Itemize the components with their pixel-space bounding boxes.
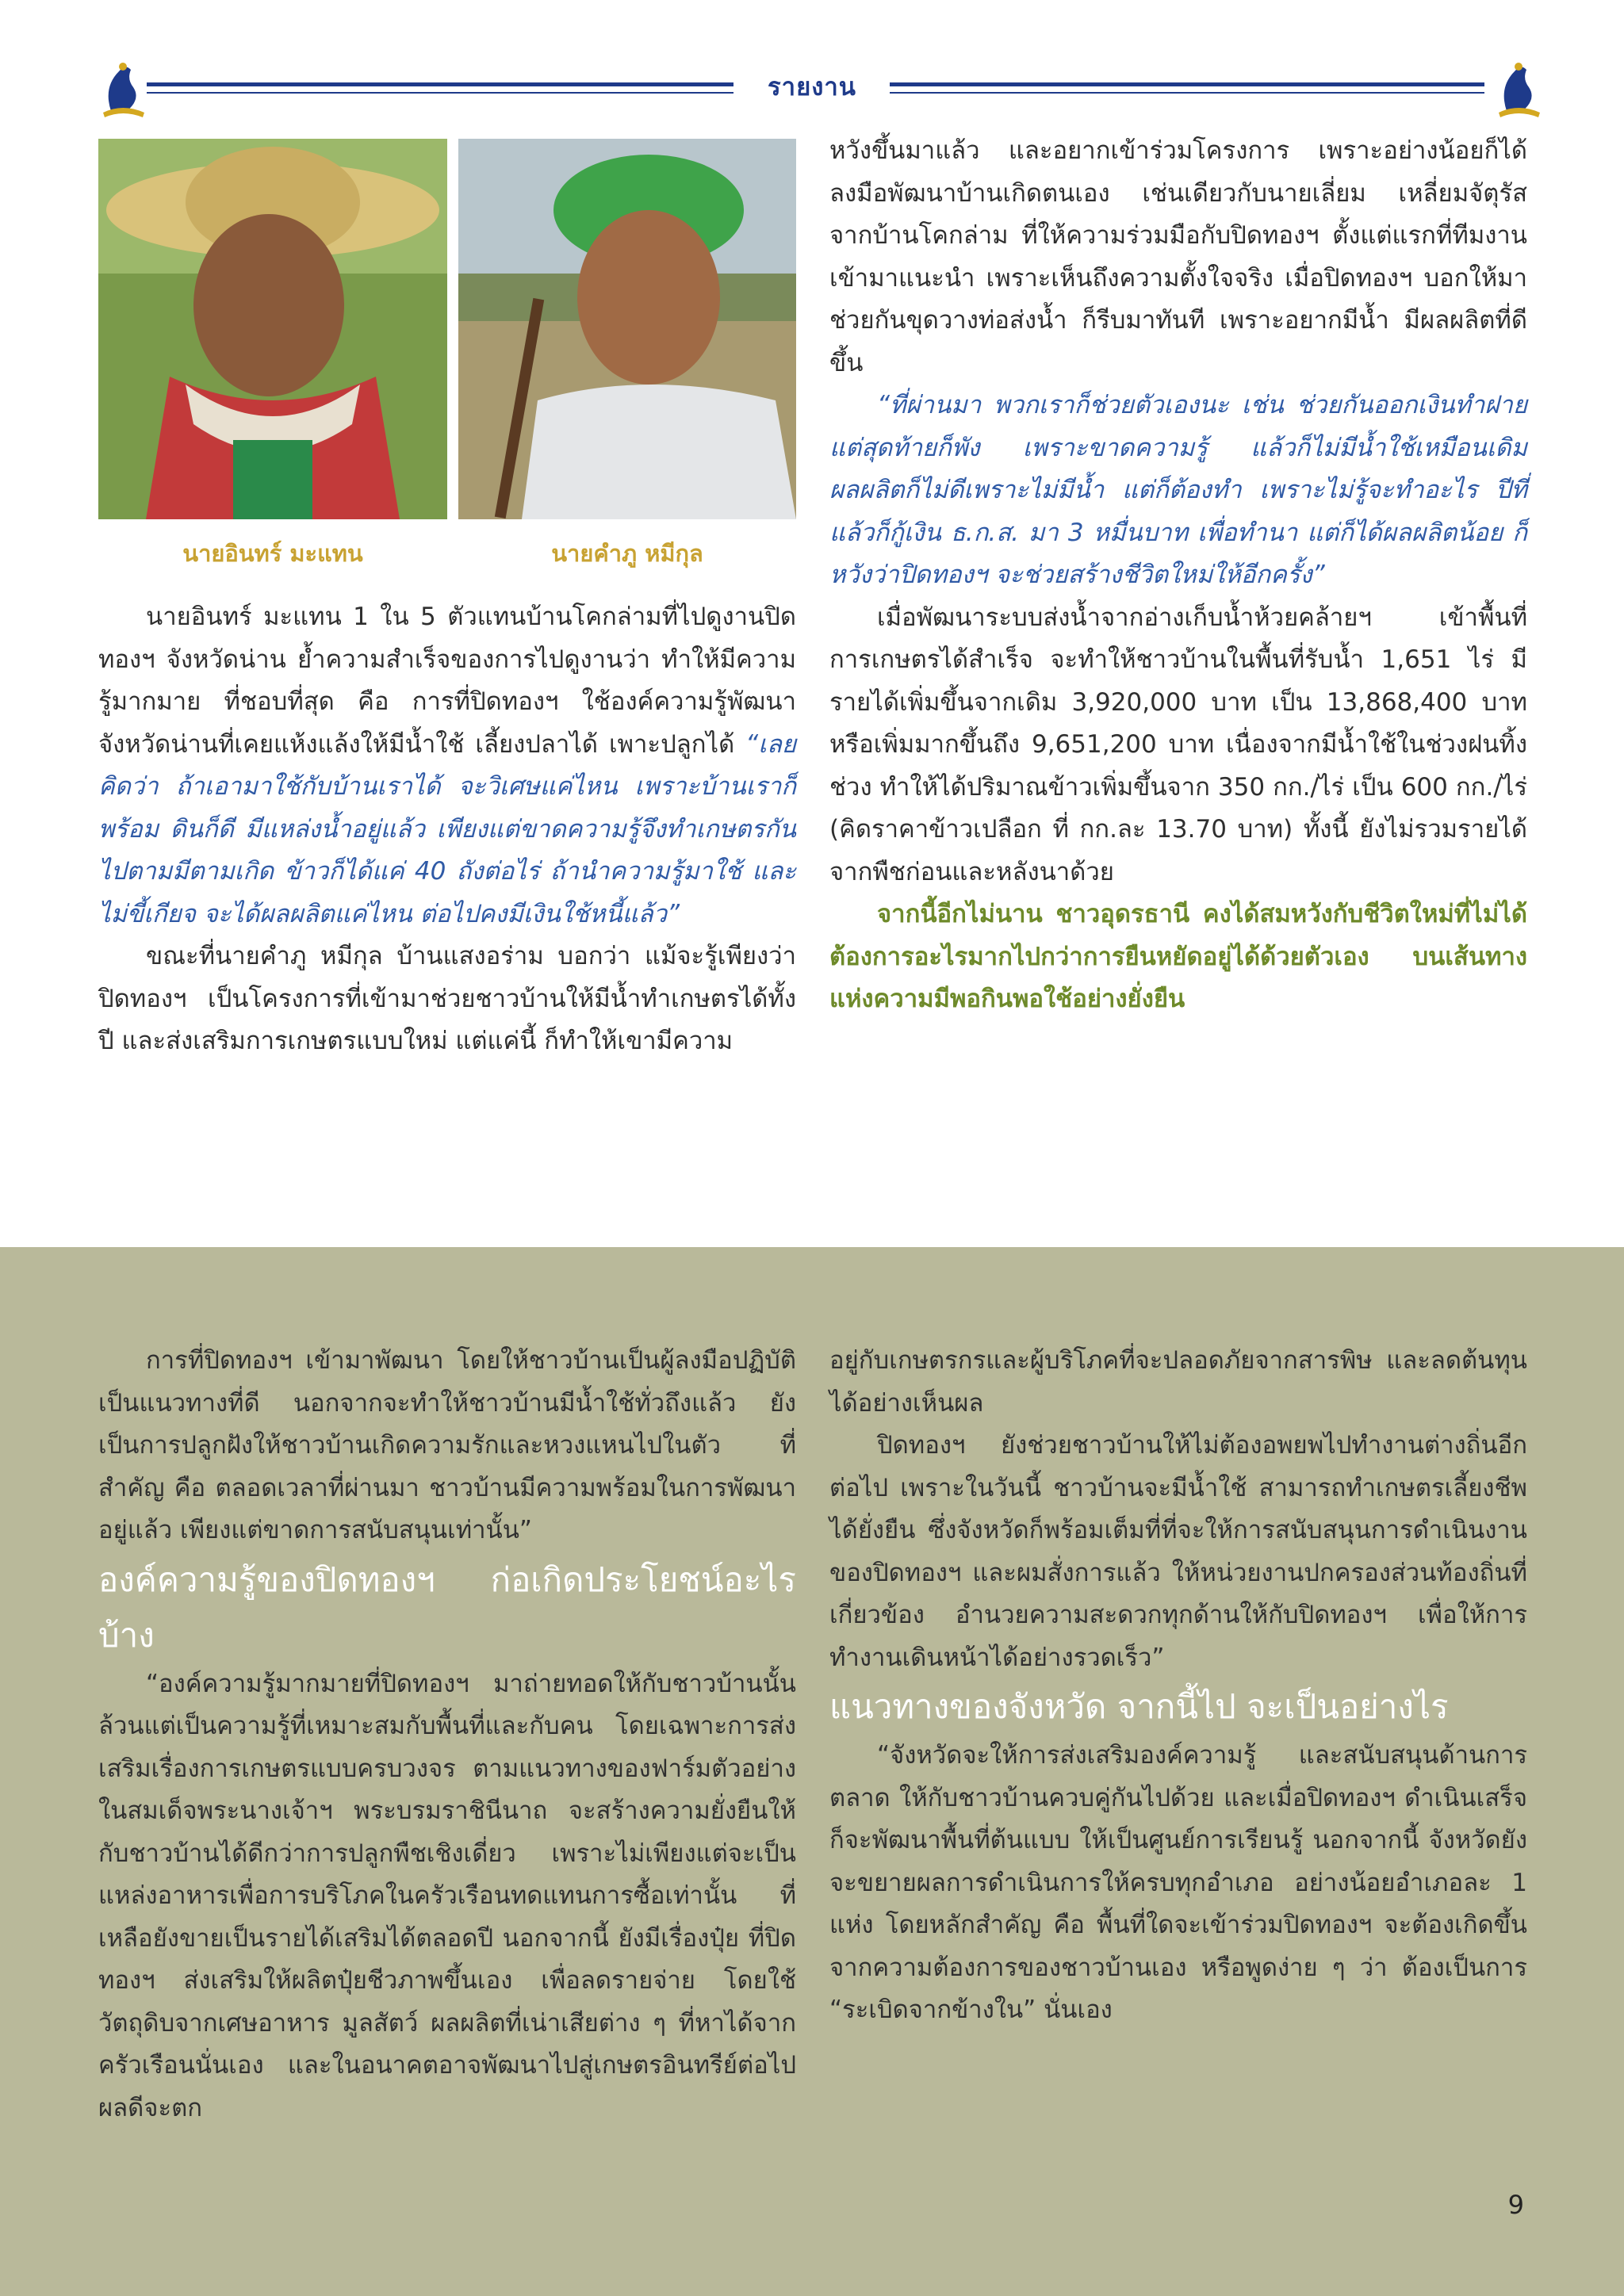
paragraph: ปิดทองฯ ยังช่วยชาวบ้านให้ไม่ต้องอพยพไปทำงานต่างถิ่นอีกต่อไป เพราะในวันนี้ ชาวบ้านจะมีน้ำใช้ สามารถทำเกษตรเลี้ยงชีพได้ยั่งยืน ซึ่งจังหวัดก็พร้อมเต็มที่ที่จะให้การสนับสนุนการดำเนินงานของปิดทองฯ และผมสั่งการแล้ว ให้หน่วยงานปกครองส่วนท้องถิ่นที่เกี่ยวข้อง อำนวยความสะดวกทุกด้านให้กับปิดทองฯ เพื่อให้การทำงานเดินหน้าได้อย่างรวดเร็ว” (829, 1431, 1527, 1672)
section-heading: แนวทางของจังหวัด จากนี้ไป จะเป็นอย่างไร (829, 1687, 1449, 1726)
page-number: 9 (1507, 2190, 1524, 2220)
header-rule-right (890, 82, 1484, 86)
quote-inthorn: “เลยคิดว่า ถ้าเอามาใช้กับบ้านเราได้ จะวิเศษแค่ไหน เพราะบ้านเราก็พร้อม ดินก็ดี มีแหล่งน้ำอยู่แล้ว เพียงแต่ขาดความรู้จึงทำเกษตรกันไปตามมีตามเกิด ข้าวก็ได้แค่ 40 ถังต่อไร่ ถ้านำความรู้มาใช้ และไม่ขี้เกียจ จะได้ผลผลิตแค่ไหน ต่อไปคงมีเงินใช้หนี้แล้ว” (98, 729, 796, 928)
paragraph: การที่ปิดทองฯ เข้ามาพัฒนา โดยให้ชาวบ้านเป็นผู้ลงมือปฏิบัติ เป็นแนวทางที่ดี นอกจากจะทำให้ชาวบ้านมีน้ำใช้ทั่วถึงแล้ว ยังเป็นการปลูกฝังให้ชาวบ้านเกิดความรักและหวงแหนไปในตัว ที่สำคัญ คือ ตลอดเวลาที่ผ่านมา ชาวบ้านมีความพร้อมในการพัฒนาอยู่แล้ว เพียงแต่ขาดการสนับสนุนเท่านั้น” (98, 1346, 796, 1544)
bottom-left-column (98, 1340, 796, 2130)
photo-caption-khamphu: นายคำภู หมีกุล (551, 540, 703, 567)
paragraph: อยู่กับเกษตรกรและผู้บริโภคที่จะปลอดภัยจากสารพิษ และลดต้นทุนได้อย่างเห็นผล (829, 1346, 1527, 1418)
paragraph (98, 596, 796, 936)
paragraph: เมื่อพัฒนาระบบส่งน้ำจากอ่างเก็บน้ำห้วยคล้ายฯ เข้าพื้นที่การเกษตรได้สำเร็จ จะทำให้ชาวบ้านในพื้นที่รับน้ำ 1,651 ไร่ มีรายได้เพิ่มขึ้นจากเดิม 3,920,000 บาท เป็น 13,868,400 บาท หรือเพิ่มมากขึ้นถึง 9,651,200 บาท เนื่องจากมีน้ำใช้ในช่วงฝนทิ้งช่วง ทำให้ได้ปริมาณข้าวเพิ่มขึ้นจาก 350 กก./ไร่ เป็น 600 กก./ไร่ (คิดราคาข้าวเปลือก ที่ กก.ละ 13.70 บาท) ทั้งนี้ ยังไม่รวมรายได้จากพืชก่อนและหลังนาด้วย (829, 603, 1527, 886)
right-emblem-icon (1491, 55, 1546, 119)
paragraph: “จังหวัดจะให้การส่งเสริมองค์ความรู้ และสนับสนุนด้านการตลาด ให้กับชาวบ้านควบคู่กันไปด้วย และเมื่อปิดทองฯ ดำเนินเสร็จ ก็จะพัฒนาพื้นที่ต้นแบบ ให้เป็นศูนย์การเรียนรู้ นอกจากนี้ จังหวัดยังจะขยายผลการดำเนินการให้ครบทุกอำเภอ อย่างน้อยอำเภอละ 1 แห่ง โดยหลักสำคัญ คือ พื้นที่ใดจะเข้าร่วมปิดทองฯ จะต้องเกิดขึ้นจากความต้องการของชาวบ้านเอง หรือพูดง่าย ๆ ว่า ต้องเป็นการ “ระเบิดจากข้างใน” นั่นเอง (829, 1741, 1527, 2024)
portrait-photo-khamphu (458, 139, 796, 519)
paragraph: “องค์ความรู้มากมายที่ปิดทองฯ มาถ่ายทอดให้กับชาวบ้านนั้น ล้วนแต่เป็นความรู้ที่เหมาะสมกับพื้นที่และกับคน โดยเฉพาะการส่งเสริมเรื่องการเกษตรแบบครบวงจร ตามแนวทางของฟาร์มตัวอย่างในสมเด็จพระนางเจ้าฯ พระบรมราชินีนาถ จะสร้างความยั่งยืนให้กับชาวบ้านได้ดีกว่าการปลูกพืชเชิงเดี่ยว เพราะไม่เพียงแต่จะเป็นแหล่งอาหารเพื่อการบริโภคในครัวเรือนทดแทนการซื้อเท่านั้น ที่เหลือยังขายเป็นรายได้เสริมได้ตลอดปี นอกจากนี้ ยังมีเรื่องปุ๋ย ที่ปิดทองฯ ส่งเสริมให้ผลิตปุ๋ยชีวภาพขึ้นเอง เพื่อลดรายจ่าย โดยใช้วัตถุดิบจากเศษอาหาร มูลสัตว์ ผลผลิตที่เน่าเสียต่าง ๆ ที่หาได้จากครัวเรือนนั่นเอง และในอนาคตอาจพัฒนาไปสู่เกษตรอินทรีย์ต่อไป ผลดีจะตก (98, 1669, 796, 2122)
bottom-right-column (829, 1340, 1527, 2032)
portrait-photo-inthorn (98, 139, 447, 519)
section-heading: องค์ความรู้ของปิดทองฯ ก่อเกิดประโยชน์อะไรบ้าง (98, 1559, 796, 1655)
header-rule-right-thin (890, 92, 1484, 94)
photo-caption-inthorn: นายอินทร์ มะแทน (182, 540, 363, 567)
quote-liam: “ที่ผ่านมา พวกเราก็ช่วยตัวเองนะ เช่น ช่วยกันออกเงินทำฝาย แต่สุดท้ายก็พัง เพราะขาดความรู้ แล้วก็ไม่มีน้ำใช้เหมือนเดิม ผลผลิตก็ไม่ดีเพราะไม่มีน้ำ แต่ก็ต้องทำ เพราะไม่รู้จะทำอะไร ปีที่แล้วก็กู้เงิน ธ.ก.ส. มา 3 หมื่นบาท เพื่อทำนา แต่ก็ได้ผลผลิตน้อย ก็หวังว่าปิดทองฯ จะช่วยสร้างชีวิตใหม่ให้อีกครั้ง” (829, 391, 1527, 589)
paragraph: ขณะที่นายคำภู หมีกุล บ้านแสงอร่าม บอกว่า แม้จะรู้เพียงว่าปิดทองฯ เป็นโครงการที่เข้ามาช่วยชาวบ้านให้มีน้ำทำเกษตรได้ทั้งปี และส่งเสริมการเกษตรแบบใหม่ แต่แค่นี้ ก็ทำให้เขามีความ (98, 942, 796, 1055)
closing-statement: จากนี้อีกไม่นาน ชาวอุดรธานี คงได้สมหวังกับชีวิตใหม่ที่ไม่ได้ต้องการอะไรมากไปกว่าการยืนหยัดอยู่ได้ด้วยตัวเอง บนเส้นทางแห่งความมีพอกินพอใช้อย่างยั่งยืน (829, 900, 1527, 1013)
paragraph: หวังขึ้นมาแล้ว และอยากเข้าร่วมโครงการ เพราะอย่างน้อยก็ได้ลงมือพัฒนาบ้านเกิดตนเอง เช่นเดียวกับนายเลี่ยม เหลี่ยมจัตุรัส จากบ้านโคกล่าม ที่ให้ความร่วมมือกับปิดทองฯ ตั้งแต่แรกที่ทีมงานเข้ามาแนะนำ เพราะเห็นถึงความตั้งใจจริง เมื่อปิดทองฯ บอกให้มาช่วยกันขุดวางท่อส่งน้ำ ก็รีบมาทันที เพราะอยากมีน้ำ มีผลผลิตที่ดีขึ้น (829, 136, 1527, 377)
top-left-column (98, 596, 796, 1063)
section-title: รายงาน (768, 73, 856, 101)
paragraph-text: นายอินทร์ มะแทน 1 ใน 5 ตัวแทนบ้านโคกล่ามที่ไปดูงานปิดทองฯ จังหวัดน่าน ย้ำความสำเร็จของการไปดูงานว่า ทำให้มีความรู้มากมาย ที่ชอบที่สุด คือ การที่ปิดทองฯ ใช้องค์ความรู้พัฒนาจังหวัดน่านที่เคยแห้งแล้งให้มีน้ำใช้ เลี้ยงปลาได้ เพาะปลูกได้ (98, 603, 796, 759)
top-right-column (829, 130, 1527, 1021)
